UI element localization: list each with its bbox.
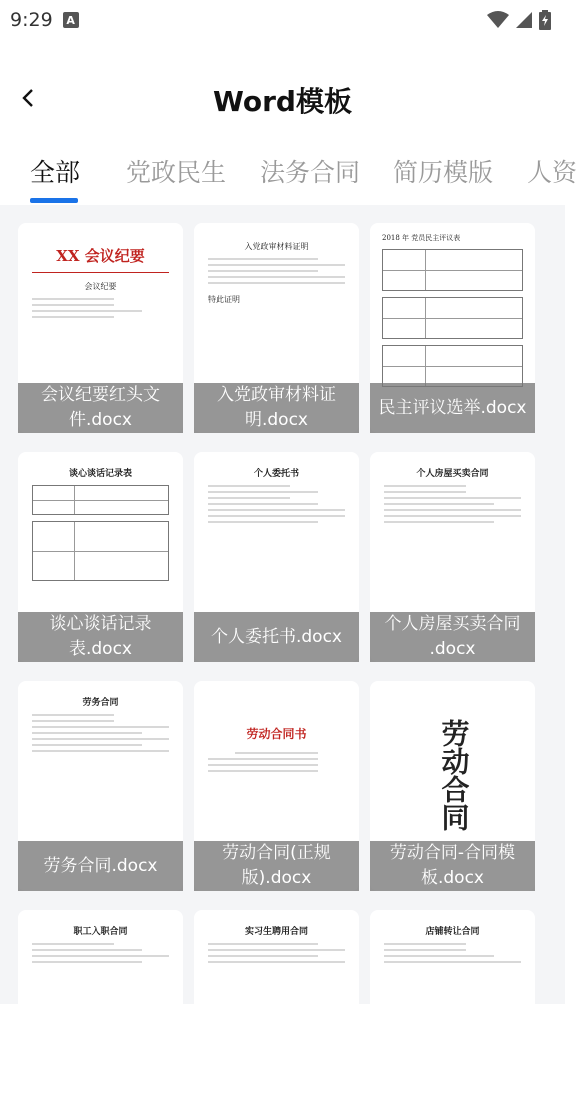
thumb-text-line [208,758,318,760]
thumb-title: XX 会议纪要 [56,247,145,265]
thumb-text-line [208,491,318,493]
thumb-text-line [208,764,318,766]
thumb-text-line [208,264,345,266]
thumb-text-line [384,491,466,493]
page-title: Word模板 [213,85,352,118]
thumb-title: 劳动合同书 [246,727,307,741]
thumb-text-line [208,270,318,272]
thumb-text-line [384,521,494,523]
template-label: 民主评议选举.docx [370,383,535,433]
tab-indicator [30,198,78,203]
notification-a-icon: A [63,12,79,28]
thumb-title: 个人委托书 [253,469,299,479]
thumb-text-line [208,258,318,260]
thumb-title: 劳务合同 [82,698,119,708]
red-rule [32,272,169,273]
thumb-title: 2018 年 党员民主评议表 [382,234,461,242]
thumb-text-line [208,515,345,517]
thumb-text-line [208,509,345,511]
thumb-text-line [384,503,494,505]
template-card[interactable] [370,910,535,1120]
template-label: 劳务合同.docx [18,841,183,891]
thumb-text-line [32,943,114,945]
thumb-title: 职工入职合同 [73,927,128,937]
thumb-text-line [384,497,521,499]
thumb-text-line [384,515,521,517]
tab-hr[interactable]: 人资 [527,158,577,187]
document-thumbnail [18,910,183,1120]
thumb-text-line [32,732,142,734]
thumb-text-line [32,714,114,716]
thumb-text-line [32,949,142,951]
template-label: 劳动合同(正规版).docx [194,841,359,891]
template-card[interactable] [194,223,359,433]
thumb-text-line [32,298,114,300]
thumb-table [382,249,523,291]
thumb-text-line [235,752,317,754]
thumb-title: 实习生聘用合同 [244,927,308,937]
thumb-text-line [208,503,318,505]
template-card[interactable] [194,910,359,1120]
thumb-text-line [32,304,114,306]
template-card[interactable] [18,452,183,662]
status-bar [0,0,565,40]
thumb-text-line [32,744,142,746]
thumb-text-line [384,485,466,487]
thumb-title: 劳动合同 [437,719,471,831]
tab-legal-contracts[interactable]: 法务合同 [260,158,361,187]
thumb-text-line [208,497,290,499]
template-card[interactable] [18,910,183,1120]
thumb-text-line [384,955,494,957]
template-label: 入党政审材料证明.docx [194,383,359,433]
thumb-table [382,345,523,387]
thumb-text-line [208,949,345,951]
thumb-text-line [384,961,521,963]
template-card[interactable] [194,452,359,662]
template-label: 劳动合同-合同模板.docx [370,841,535,891]
thumb-title: 入党政审材料证明 [244,242,309,251]
wifi-icon [487,11,509,29]
thumb-text-line [32,738,169,740]
signal-icon [515,11,533,29]
thumb-text-line [384,943,466,945]
thumb-text-line [208,961,345,963]
template-label: 会议纪要红头文件.docx [18,383,183,433]
thumb-table [32,485,169,515]
app-header [0,40,565,155]
thumb-text-line [32,750,169,752]
category-tabs [0,145,577,205]
thumb-table [382,297,523,339]
thumb-text-line [32,961,142,963]
thumb-title: 个人房屋买卖合同 [416,469,489,479]
template-label: 个人房屋买卖合同 .docx [370,612,535,662]
thumb-text-line [384,509,521,511]
thumb-text-line [208,770,318,772]
thumb-text-line [208,943,318,945]
tab-all[interactable]: 全部 [30,158,81,187]
template-card[interactable] [370,452,535,662]
thumb-title: 店铺转让合同 [425,927,480,937]
battery-icon [539,10,551,30]
thumb-title: 谈心谈话记录表 [68,469,132,479]
template-card[interactable] [370,681,535,891]
template-card[interactable] [194,681,359,891]
template-label: 个人委托书.docx [194,612,359,662]
thumb-subtitle: 会议纪要 [84,282,117,291]
template-card[interactable] [18,223,183,433]
thumb-text-line [208,282,345,284]
template-card[interactable] [370,223,535,433]
thumb-text-line [32,310,142,312]
thumb-text-line [208,521,318,523]
thumb-text-line [384,949,466,951]
thumb-subtitle: 特此证明 [208,295,240,304]
document-thumbnail [194,910,359,1120]
tab-resume-templates[interactable]: 简历模版 [393,158,494,187]
thumb-text-line [32,720,114,722]
thumb-text-line [208,276,345,278]
template-card[interactable] [18,681,183,891]
document-thumbnail [370,910,535,1120]
thumb-table [32,521,169,581]
thumb-text-line [32,955,169,957]
thumb-text-line [208,485,290,487]
thumb-text-line [208,955,318,957]
thumb-text-line [32,316,114,318]
template-grid [0,205,565,1004]
template-label: 谈心谈话记录表.docx [18,612,183,662]
tab-party-livelihood[interactable]: 党政民生 [126,158,227,187]
thumb-text-line [32,726,169,728]
status-time: 9:29 [10,9,53,31]
